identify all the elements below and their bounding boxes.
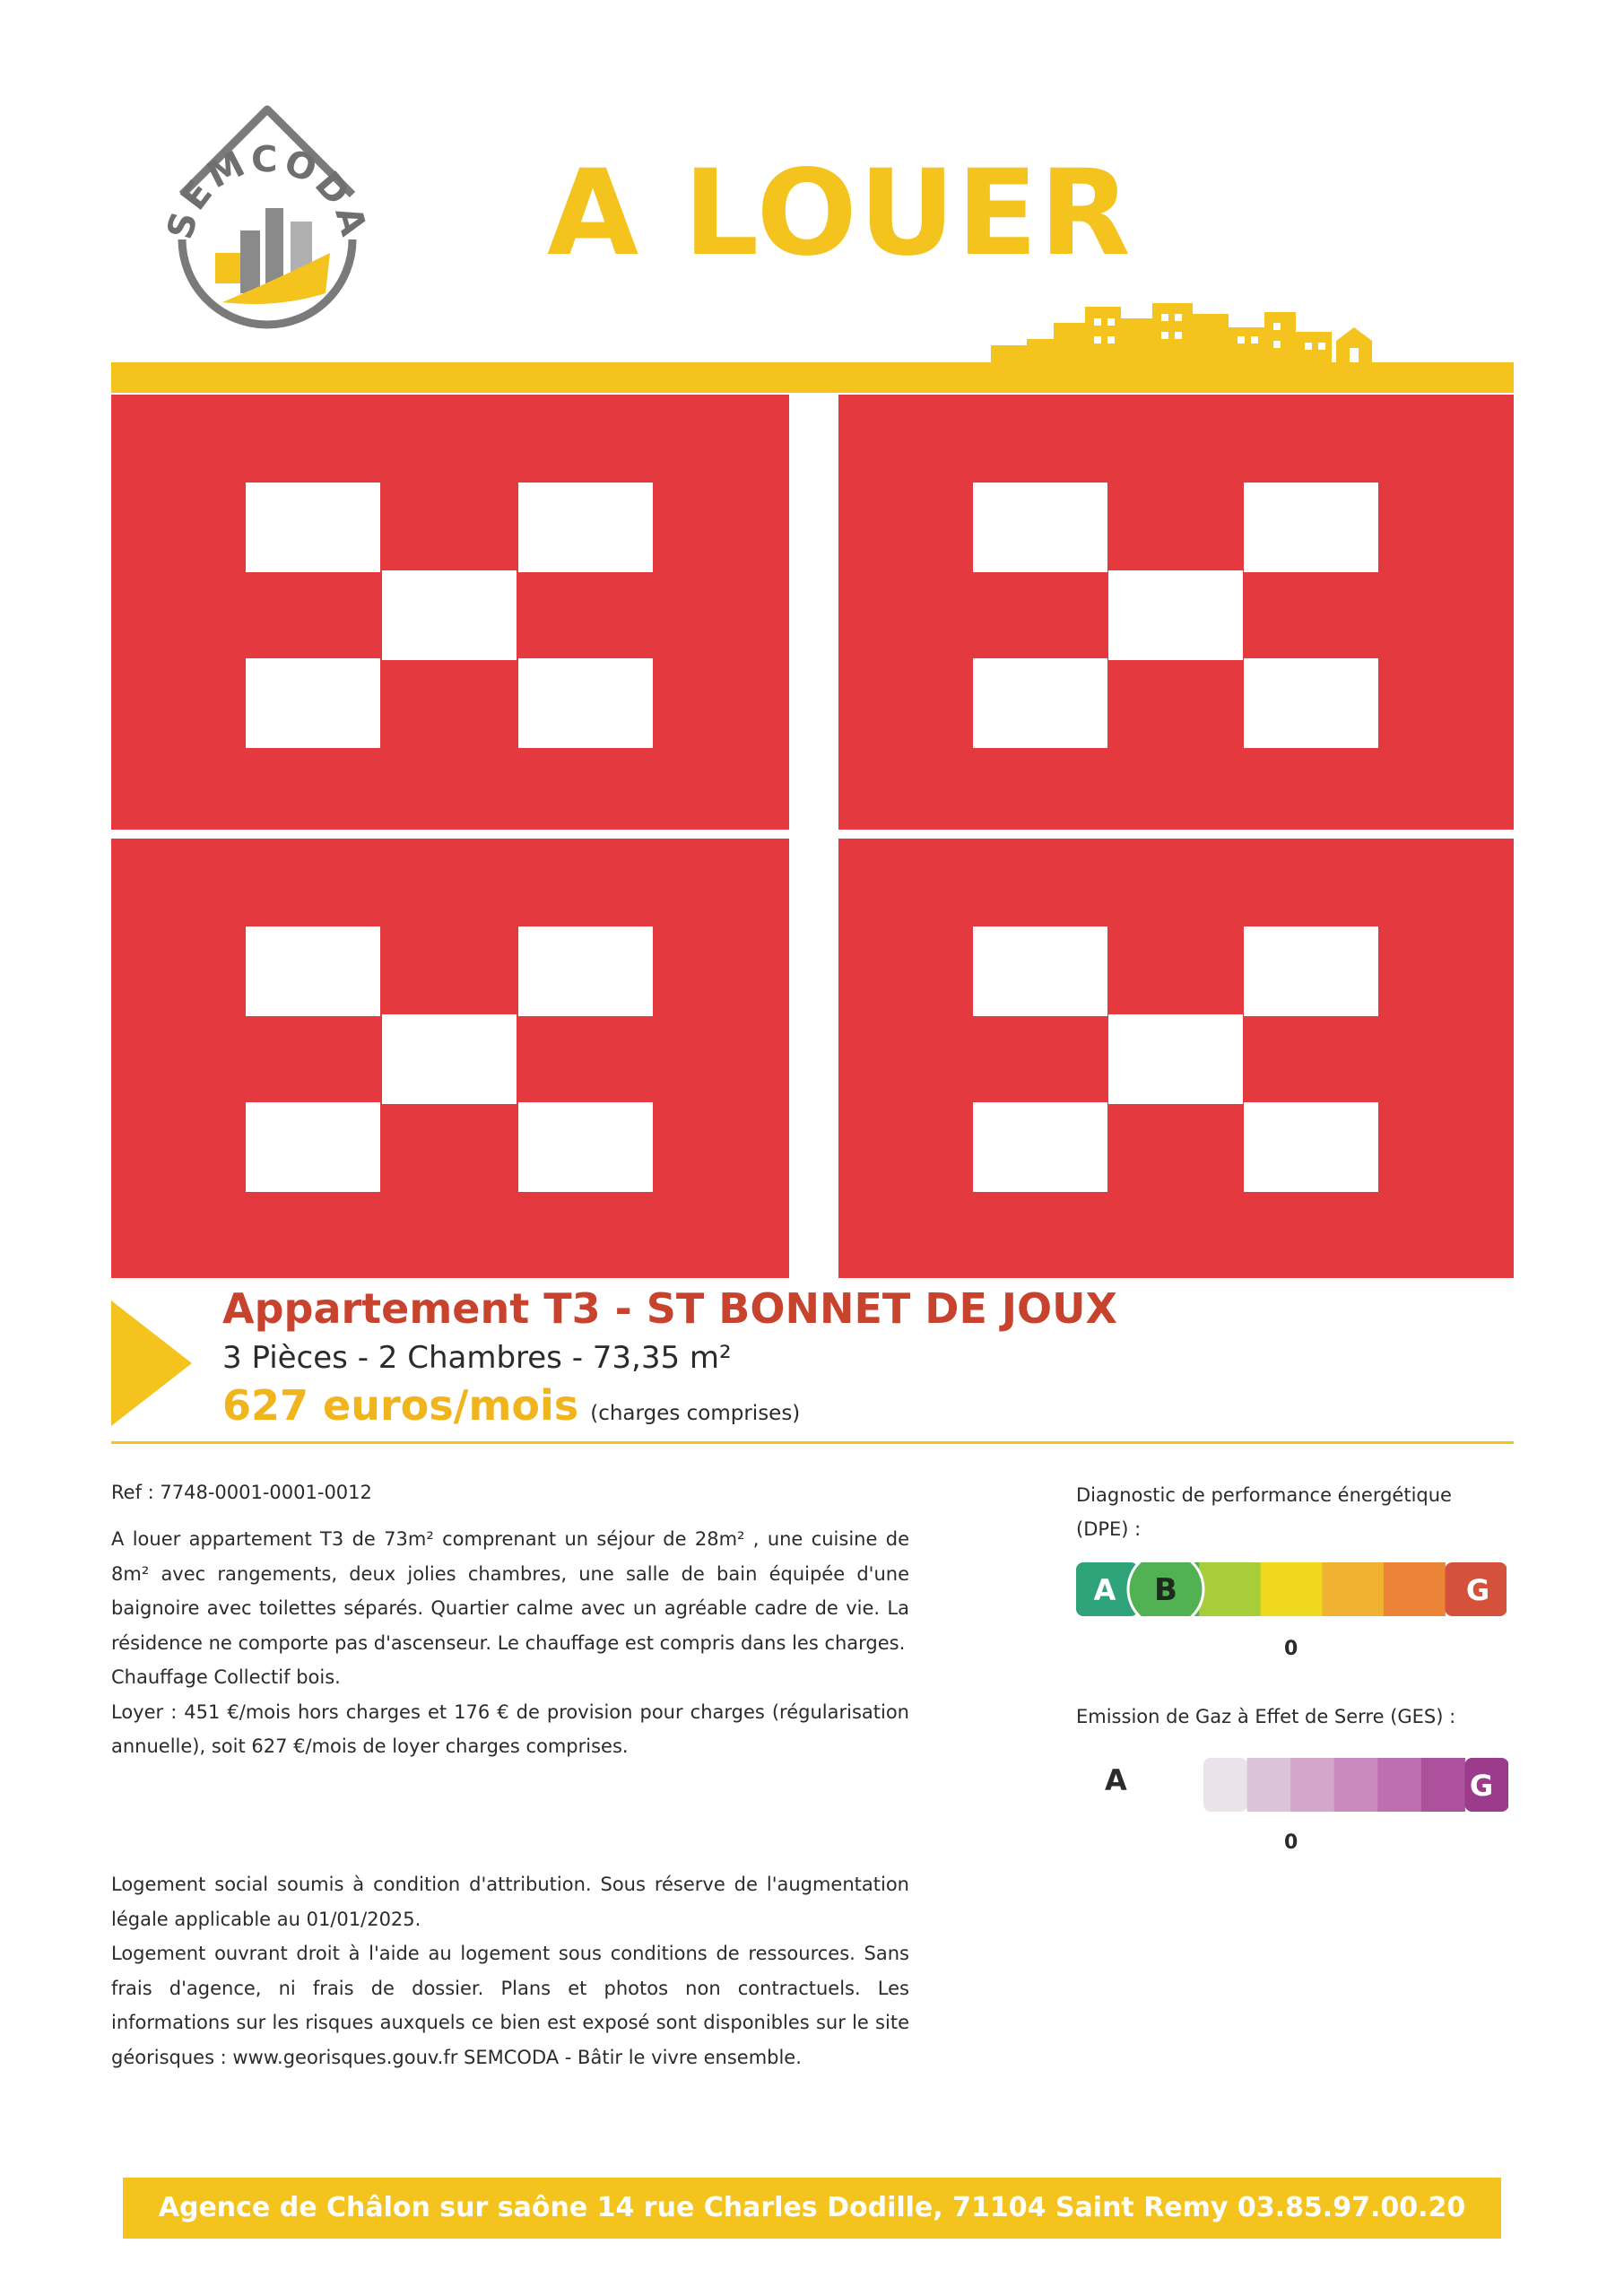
listing-subtitle: 3 Pièces - 2 Chambres - 73,35 m²	[222, 1340, 732, 1376]
photo-placeholder-4	[838, 839, 1514, 1278]
heating-paragraph: Chauffage Collectif bois.	[111, 1666, 341, 1688]
dpe-segment-6	[1384, 1562, 1446, 1616]
reference-number: Ref : 7748-0001-0001-0012	[111, 1482, 372, 1503]
top-yellow-band	[111, 362, 1514, 393]
ges-segment-6	[1421, 1758, 1465, 1812]
photo-placeholder-2	[838, 395, 1514, 830]
listing-title: Appartement T3 - ST BONNET DE JOUX	[222, 1284, 1117, 1333]
legal-paragraph-1: Logement social soumis à condition d'attribution. Sous réserve de l'augmentation légale applicable au 01/01/2025.	[111, 1874, 909, 1930]
ges-label-a: A	[1105, 1763, 1127, 1797]
listing-price-row	[222, 1381, 800, 1430]
page-title: A LOUER	[547, 144, 1133, 283]
city-skyline-icon	[991, 296, 1385, 368]
legal-paragraph-2: Logement ouvrant droit à l'aide au logement sous conditions de ressources. Sans frais d'agence, ni frais de dossier. Plans et photos non contractuels. Les informations sur les risques auxquels ce bien est exposé sont disponibles sur le site géorisques : www.georisques.gouv.fr SEMCODA - Bâtir le vivre ensemble.	[111, 1943, 909, 2068]
arrow-icon	[111, 1300, 192, 1426]
dpe-label: Diagnostic de performance énergétique (DPE) :	[1076, 1484, 1452, 1540]
semcoda-logo	[160, 100, 375, 352]
description-block	[111, 1522, 909, 1764]
rent-paragraph: Loyer : 451 €/mois hors charges et 176 € de provision pour charges (régularisation annuelle), soit 627 €/mois de loyer charges comprises.	[111, 1700, 909, 1757]
dpe-segment-4	[1261, 1562, 1323, 1616]
dpe-grade: B	[1154, 1572, 1177, 1608]
dpe-label-g: G	[1465, 1573, 1490, 1607]
dpe-label-a: A	[1093, 1573, 1116, 1607]
ges-segment-1	[1203, 1758, 1247, 1812]
dpe-scale	[1076, 1562, 1507, 1616]
agency-footer: Agence de Châlon sur saône 14 rue Charles Dodille, 71104 Saint Remy 03.85.97.00.20	[123, 2178, 1501, 2239]
description-paragraph: A louer appartement T3 de 73m² comprenant un séjour de 28m² , une cuisine de 8m² avec rangements, deux jolies chambres, une salle de bain équipée d'une baignoire avec toilettes séparés. Quartier calme avec un agréable cadre de vie. La résidence ne comporte pas d'ascenseur. Le chauffage est compris dans les charges.	[111, 1528, 909, 1654]
ges-segment-5	[1377, 1758, 1421, 1812]
listing-price: 627 euros/mois	[222, 1381, 579, 1430]
ges-label: Emission de Gaz à Effet de Serre (GES) :	[1076, 1706, 1456, 1727]
ges-segment-4	[1334, 1758, 1378, 1812]
ges-segment-2	[1247, 1758, 1291, 1812]
header-divider	[111, 1441, 1514, 1444]
listing-price-note: (charges comprises)	[590, 1402, 801, 1425]
ges-segment-3	[1290, 1758, 1334, 1812]
logo-graphic	[160, 100, 375, 352]
photo-placeholder-1	[111, 395, 789, 830]
dpe-value: 0	[1284, 1638, 1298, 1660]
ges-label-g: G	[1469, 1769, 1494, 1803]
logo-text: SEMCODA	[160, 139, 375, 244]
ges-value: 0	[1284, 1831, 1298, 1854]
dpe-segment-5	[1322, 1562, 1384, 1616]
ges-scale	[1203, 1758, 1508, 1812]
dpe-segment-3	[1199, 1562, 1261, 1616]
legal-block	[111, 1867, 909, 2074]
photo-placeholder-3	[111, 839, 789, 1278]
